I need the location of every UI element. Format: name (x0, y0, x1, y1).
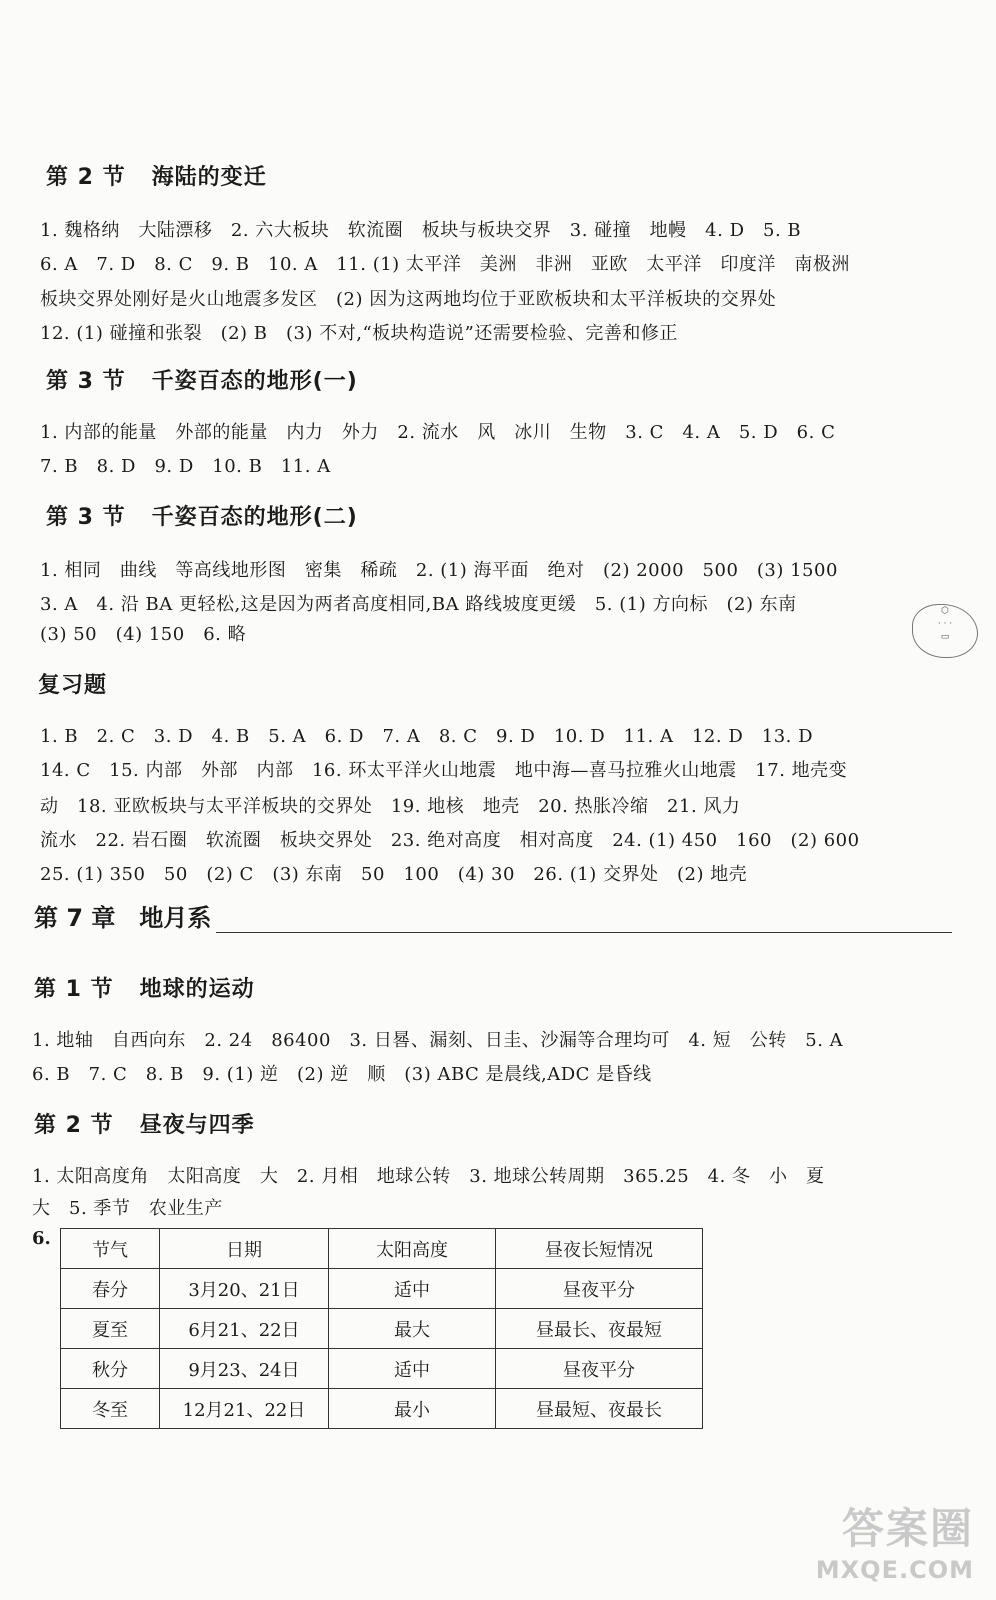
answer-line: 1. B 2. C 3. D 4. B 5. A 6. D 7. A 8. C 9. D 10. D 11. A 12. D 13. D (40, 726, 814, 747)
answer-line: 25. (1) 350 50 (2) C (3) 东南 50 100 (4) 30 26. (1) 交界处 (2) 地壳 (40, 864, 748, 885)
watermark-logo (816, 1496, 974, 1584)
answer-line: 6. A 7. D 8. C 9. B 10. A 11. (1) 太平洋 美洲 非洲 亚欧 太平洋 印度洋 南极洲 (40, 254, 850, 275)
section-heading-dixing-1 (46, 364, 358, 395)
table-cell: 昼夜平分 (496, 1349, 703, 1389)
question-number: 6. (32, 1228, 51, 1249)
table-cell: 春分 (61, 1269, 160, 1309)
table-cell: 昼最长、夜最短 (496, 1309, 703, 1349)
section-number: 第 2 节 (34, 1113, 114, 1138)
section-heading-day-night (34, 1108, 255, 1139)
answer-line: 14. C 15. 内部 外部 内部 16. 环太平洋火山地震 地中海—喜马拉雅火山地震 17. 地壳变 (40, 760, 848, 781)
table-cell: 秋分 (61, 1349, 160, 1389)
section-title: 海陆的变迁 (151, 165, 267, 190)
section-title: 千姿百态的地形(一) (151, 369, 358, 394)
answer-line: 12. (1) 碰撞和张裂 (2) B (3) 不对,“板块构造说”还需要检验、完善和修正 (40, 323, 678, 344)
answer-line: 流水 22. 岩石圈 软流圈 板块交界处 23. 绝对高度 相对高度 24. (1) 450 160 (2) 600 (40, 830, 860, 851)
table-row (61, 1389, 703, 1429)
answer-line: 1. 太阳高度角 太阳高度 大 2. 月相 地球公转 3. 地球公转周期 365.25 4. 冬 小 夏 (32, 1166, 825, 1187)
section-number: 第 2 节 (46, 165, 126, 190)
section-title: 昼夜与四季 (139, 1113, 255, 1138)
table-header: 昼夜长短情况 (496, 1229, 703, 1269)
section-title: 复习题 (38, 673, 108, 698)
table-cell: 昼最短、夜最长 (496, 1389, 703, 1429)
table-header-row (61, 1229, 703, 1269)
answer-line: 1. 地轴 自西向东 2. 24 86400 3. 日晷、漏刻、日圭、沙漏等合理均可 4. 短 公转 5. A (32, 1030, 844, 1051)
answer-line: (3) 50 (4) 150 6. 略 (40, 624, 247, 645)
table-cell: 昼夜平分 (496, 1269, 703, 1309)
table-cell: 6月21、22日 (160, 1309, 329, 1349)
table-cell: 9月23、24日 (160, 1349, 329, 1389)
section-title: 千姿百态的地形(二) (151, 505, 358, 530)
table-cell: 最小 (329, 1389, 496, 1429)
answer-line: 动 18. 亚欧板块与太平洋板块的交界处 19. 地核 地壳 20. 热胀冷缩 21. 风力 (40, 796, 741, 817)
watermark-url: MXQE.COM (815, 1556, 974, 1584)
answer-line: 1. 相同 曲线 等高线地形图 密集 稀疏 2. (1) 海平面 绝对 (2) 2000 500 (3) 1500 (40, 560, 838, 581)
answer-line: 板块交界处刚好是火山地震多发区 (2) 因为这两地均位于亚欧板块和太平洋板块的交界处 (40, 289, 777, 310)
section-heading-haulu (46, 160, 267, 191)
section-number: 第 1 节 (34, 977, 114, 1002)
answer-line: 3. A 4. 沿 BA 更轻松,这是因为两者高度相同,BA 路线坡度更缓 5. (1) 方向标 (2) 东南 (40, 594, 797, 615)
table-cell: 适中 (329, 1269, 496, 1309)
table-row (61, 1309, 703, 1349)
answer-line: 1. 魏格纳 大陆漂移 2. 六大板块 软流圈 板块与板块交界 3. 碰撞 地幔 4. D 5. B (40, 220, 802, 241)
table-cell: 适中 (329, 1349, 496, 1389)
chapter-rule (216, 932, 952, 933)
section-heading-earth-motion (34, 972, 255, 1003)
seasons-table (60, 1228, 703, 1429)
table-cell: 3月20、21日 (160, 1269, 329, 1309)
table-cell: 冬至 (61, 1389, 160, 1429)
section-number: 第 3 节 (46, 369, 126, 394)
stamp-icon: ⬡ · · · ▭ (912, 604, 978, 658)
section-heading-review (38, 668, 107, 699)
table-header: 日期 (160, 1229, 329, 1269)
table-header: 太阳高度 (329, 1229, 496, 1269)
answer-line: 大 5. 季节 农业生产 (32, 1198, 223, 1219)
answer-line: 6. B 7. C 8. B 9. (1) 逆 (2) 逆 顺 (3) ABC 是晨线,ADC 是昏线 (32, 1064, 652, 1085)
table-header: 节气 (61, 1229, 160, 1269)
watermark-text: 答案圈 (841, 1504, 974, 1553)
table-cell: 夏至 (61, 1309, 160, 1349)
table-cell: 12月21、22日 (160, 1389, 329, 1429)
table-row (61, 1349, 703, 1389)
section-heading-dixing-2 (46, 500, 358, 531)
answer-line: 7. B 8. D 9. D 10. B 11. A (40, 456, 331, 477)
answer-line: 1. 内部的能量 外部的能量 内力 外力 2. 流水 风 冰川 生物 3. C 4. A 5. D 6. C (40, 422, 836, 443)
section-title: 地球的运动 (139, 977, 255, 1002)
table-row (61, 1269, 703, 1309)
section-number: 第 3 节 (46, 505, 126, 530)
table-cell: 最大 (329, 1309, 496, 1349)
chapter-title: 第 7 章 地月系 (34, 904, 212, 932)
